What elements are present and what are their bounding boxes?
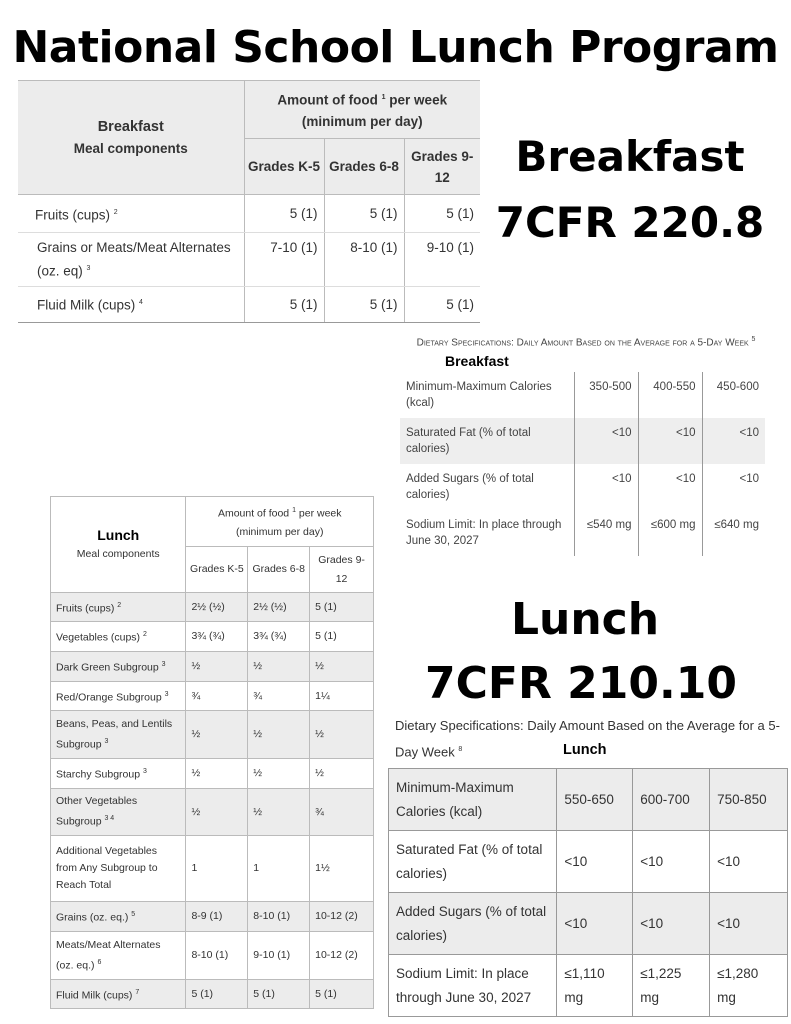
- cell: 5 (1): [244, 195, 324, 233]
- row-label: Dark Green Subgroup: [56, 661, 159, 674]
- cell: ½: [186, 711, 248, 759]
- row-label: Added Sugars (% of total calories): [406, 473, 534, 501]
- table-row: [400, 372, 765, 418]
- table-row: [389, 769, 788, 831]
- cell: 3¾ (¾): [186, 622, 248, 652]
- cell: ½: [310, 652, 374, 682]
- cell: 5 (1): [310, 622, 374, 652]
- row-sup: 3: [86, 265, 91, 272]
- cell: ¾: [248, 682, 310, 711]
- row-sup: 3: [142, 768, 147, 776]
- cell: <10: [638, 418, 702, 464]
- cell: <10: [702, 464, 765, 510]
- row-label: Red/Orange Subgroup: [56, 691, 162, 704]
- cell: 5 (1): [404, 286, 480, 322]
- grade-header: Grades K-5: [186, 547, 248, 593]
- grade-header: Grades K-5: [244, 139, 324, 195]
- cell: 1: [186, 836, 248, 902]
- row-sup: 2: [117, 601, 122, 609]
- cell: 2½ (½): [186, 593, 248, 622]
- cell: ¾: [186, 682, 248, 711]
- cell: 8-9 (1): [186, 902, 248, 932]
- row-sup: 3: [164, 690, 169, 698]
- amount-sub: (minimum per day): [301, 113, 423, 129]
- table-row: [51, 980, 374, 1009]
- cell: ¾: [310, 789, 374, 836]
- table-row: [18, 195, 480, 233]
- cell: ½: [248, 789, 310, 836]
- dietary-title-sup: 5: [751, 336, 756, 343]
- cell: 350-500: [574, 372, 638, 418]
- cell: 10-12 (2): [310, 932, 374, 980]
- table-row: [51, 902, 374, 932]
- cell: <10: [633, 831, 710, 893]
- breakfast-subheading: Meal components: [73, 140, 188, 156]
- cell: 1½: [310, 836, 374, 902]
- table-row: [51, 759, 374, 789]
- cell: 5 (1): [186, 980, 248, 1009]
- dietary-title-text: Dietary Specifications: Daily Amount Based on the Average for a 5-Day Week: [395, 718, 780, 760]
- breakfast-heading: Breakfast: [97, 118, 164, 135]
- row-sup: 3: [104, 737, 109, 745]
- row-label: Saturated Fat (% of total calories): [389, 831, 557, 893]
- cell: 5 (1): [404, 195, 480, 233]
- page-title: National School Lunch Program: [12, 22, 779, 73]
- table-row: [400, 510, 765, 556]
- row-sup: 3 4: [104, 815, 115, 823]
- cell: 1: [248, 836, 310, 902]
- breakfast-meal-table: [18, 80, 480, 323]
- amount-sup: 1: [381, 94, 386, 102]
- cell: <10: [633, 893, 710, 955]
- cell: <10: [557, 831, 633, 893]
- breakfast-dietary-title: [400, 332, 772, 350]
- row-label: Beans, Peas, and Lentils Subgroup: [56, 717, 173, 751]
- cell: ≤1,225 mg: [633, 955, 710, 1017]
- cell: ≤1,280 mg: [710, 955, 788, 1017]
- cell: <10: [710, 893, 788, 955]
- cell: 10-12 (2): [310, 902, 374, 932]
- table-row: [18, 286, 480, 322]
- cell: 9-10 (1): [404, 233, 480, 287]
- dietary-title-text: Dietary Specifications: Daily Amount Based on the Average for a 5-Day Week: [416, 337, 749, 349]
- row-label: Sodium Limit: In place through June 30, 2027: [406, 519, 562, 547]
- cell: <10: [710, 831, 788, 893]
- table-row: [389, 831, 788, 893]
- cell: 1¼: [310, 682, 374, 711]
- row-label: Fruits (cups): [56, 602, 115, 615]
- table-row: [389, 955, 788, 1017]
- cell: ½: [186, 759, 248, 789]
- table-row: [51, 682, 374, 711]
- row-label: Fluid Milk (cups): [56, 989, 133, 1002]
- cell: 5 (1): [310, 980, 374, 1009]
- cell: ½: [248, 652, 310, 682]
- row-label: Grains (oz. eq.): [56, 911, 129, 924]
- breakfast-label: Breakfast: [515, 132, 745, 181]
- cell: ≤540 mg: [574, 510, 638, 556]
- grade-header: Grades 6-8: [248, 547, 310, 593]
- row-label: Other Vegetables Subgroup: [56, 795, 138, 828]
- breakfast-cfr: 7CFR 220.8: [495, 198, 765, 247]
- cell: 5 (1): [324, 195, 404, 233]
- row-label: Additional Vegetables from Any Subgroup to Reach Total: [51, 836, 186, 902]
- amount-header-rest: per week: [298, 507, 342, 520]
- row-label: Added Sugars (% of total calories): [389, 893, 557, 955]
- cell: 8-10 (1): [324, 233, 404, 287]
- row-sup: 6: [97, 958, 102, 966]
- table-row: [51, 652, 374, 682]
- row-label: Minimum-Maximum Calories (kcal): [406, 381, 552, 409]
- row-sup: 2: [113, 208, 118, 216]
- breakfast-dietary-label: Breakfast: [445, 353, 509, 369]
- cell: <10: [557, 893, 633, 955]
- cell: 5 (1): [248, 980, 310, 1009]
- table-row: [51, 711, 374, 759]
- cell: 5 (1): [244, 286, 324, 322]
- grade-header: Grades 9-12: [310, 547, 374, 593]
- table-row: [51, 593, 374, 622]
- cell: ≤1,110 mg: [557, 955, 633, 1017]
- row-label: Fluid Milk (cups): [37, 297, 136, 313]
- table-row: [400, 418, 765, 464]
- cell: <10: [702, 418, 765, 464]
- table-row: [389, 893, 788, 955]
- table-row: [18, 233, 480, 287]
- grade-header: Grades 6-8: [324, 139, 404, 195]
- cell: ½: [248, 759, 310, 789]
- lunch-meal-table: [50, 496, 374, 1009]
- cell: 600-700: [633, 769, 710, 831]
- cell: 450-600: [702, 372, 765, 418]
- cell: ½: [186, 652, 248, 682]
- table-row: [51, 836, 374, 902]
- cell: ½: [310, 711, 374, 759]
- row-sup: 3: [161, 661, 166, 669]
- cell: ½: [186, 789, 248, 836]
- cell: 5 (1): [310, 593, 374, 622]
- amount-sub: (minimum per day): [235, 526, 324, 539]
- lunch-heading: Lunch: [97, 526, 140, 543]
- row-label: Sodium Limit: In place through June 30, 2027: [389, 955, 557, 1017]
- lunch-label: Lunch: [510, 594, 660, 645]
- cell: <10: [574, 418, 638, 464]
- grade-header: Grades 9-12: [404, 139, 480, 195]
- table-row: [400, 464, 765, 510]
- table-row: [51, 622, 374, 652]
- row-label: Meats/Meat Alternates (oz. eq.): [56, 938, 161, 972]
- row-sup: 2: [142, 631, 147, 639]
- lunch-amount-header: [186, 497, 374, 547]
- cell: 3¾ (¾): [248, 622, 310, 652]
- cell: <10: [574, 464, 638, 510]
- dietary-title-sup: 8: [458, 746, 463, 753]
- row-label: Minimum-Maximum Calories (kcal): [389, 769, 557, 831]
- amount-header: Amount of food: [217, 507, 290, 520]
- table-row: [51, 932, 374, 980]
- row-sup: 5: [131, 911, 136, 919]
- cell: ½: [310, 759, 374, 789]
- row-label: Fruits (cups): [35, 207, 111, 223]
- cell: 750-850: [710, 769, 788, 831]
- cell: 8-10 (1): [248, 902, 310, 932]
- cell: 550-650: [557, 769, 633, 831]
- amount-header: Amount of food: [277, 92, 378, 108]
- cell: ½: [248, 711, 310, 759]
- cell: 2½ (½): [248, 593, 310, 622]
- row-sup: 7: [135, 988, 140, 996]
- cell: 400-550: [638, 372, 702, 418]
- table-row: [51, 789, 374, 836]
- lunch-dietary-table: [388, 768, 788, 1017]
- amount-sup: 1: [292, 506, 296, 514]
- cell: <10: [638, 464, 702, 510]
- cell: 5 (1): [324, 286, 404, 322]
- breakfast-amount-header: [244, 81, 480, 139]
- cell: 7-10 (1): [244, 233, 324, 287]
- breakfast-meal-header: [18, 81, 244, 195]
- cell: 8-10 (1): [186, 932, 248, 980]
- row-label: Grains or Meats/Meat Alternates (oz. eq): [37, 240, 231, 279]
- row-label: Vegetables (cups): [56, 631, 141, 644]
- lunch-meal-header: [51, 497, 186, 593]
- amount-header-rest: per week: [389, 92, 448, 108]
- lunch-subheading: Meal components: [76, 547, 160, 560]
- lunch-dietary-label: Lunch: [563, 742, 607, 758]
- row-label: Starchy Subgroup: [56, 768, 141, 781]
- lunch-cfr: 7CFR 210.10: [425, 658, 737, 709]
- cell: ≤600 mg: [638, 510, 702, 556]
- row-sup: 4: [139, 299, 143, 307]
- breakfast-dietary-table: [400, 372, 765, 556]
- cell: 9-10 (1): [248, 932, 310, 980]
- cell: ≤640 mg: [702, 510, 765, 556]
- row-label: Saturated Fat (% of total calories): [400, 418, 574, 464]
